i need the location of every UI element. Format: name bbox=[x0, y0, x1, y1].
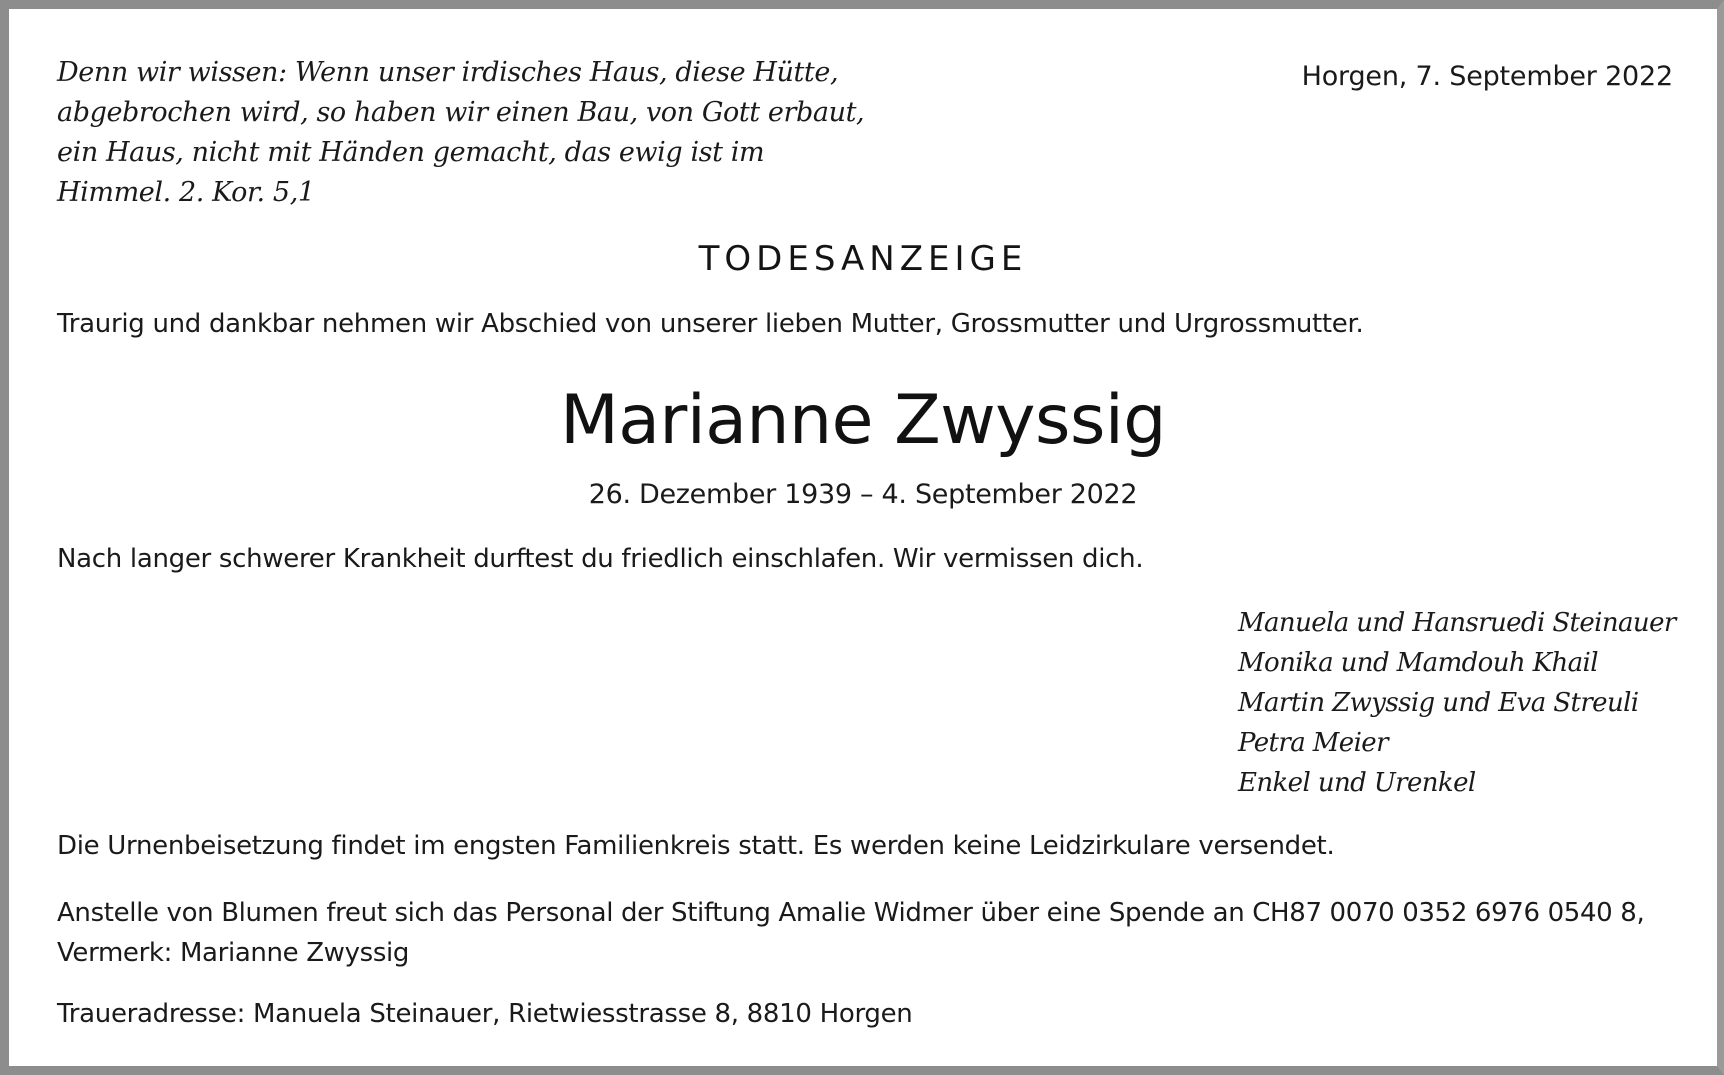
burial-notice: Die Urnenbeisetzung findet im engsten Familienkreis statt. Es werden keine Leidzirkulare versendet. bbox=[57, 831, 1335, 861]
mourners-list bbox=[1238, 603, 1676, 803]
notice-heading: TODESANZEIGE bbox=[698, 239, 1028, 279]
mourner-entry: Enkel und Urenkel bbox=[1238, 768, 1476, 798]
donation-line: Anstelle von Blumen freut sich das Personal der Stiftung Amalie Widmer über eine Spende an CH87 0070 0352 6976 0540 8, bbox=[57, 898, 1645, 928]
mourning-address: Traueradresse: Manuela Steinauer, Rietwiesstrasse 8, 8810 Horgen bbox=[57, 999, 913, 1029]
verse-line: Himmel. 2. Kor. 5,1 bbox=[57, 177, 315, 208]
deceased-name: Marianne Zwyssig bbox=[560, 381, 1166, 460]
verse-line: ein Haus, nicht mit Händen gemacht, das ewig ist im bbox=[57, 137, 765, 168]
donation-notice bbox=[57, 893, 1644, 973]
lifespan-dates: 26. Dezember 1939 – 4. September 2022 bbox=[588, 479, 1138, 510]
farewell-text: Nach langer schwerer Krankheit durftest du friedlich einschlafen. Wir vermissen dich. bbox=[57, 544, 1144, 574]
intro-text: Traurig und dankbar nehmen wir Abschied von unserer lieben Mutter, Grossmutter und Urgrossmutter. bbox=[57, 309, 1364, 339]
verse-line: Denn wir wissen: Wenn unser irdisches Haus, diese Hütte, bbox=[57, 57, 839, 88]
mourner-entry: Petra Meier bbox=[1238, 728, 1388, 758]
mourner-entry: Martin Zwyssig und Eva Streuli bbox=[1238, 688, 1639, 718]
place-and-date: Horgen, 7. September 2022 bbox=[1301, 61, 1673, 92]
mourner-entry: Manuela und Hansruedi Steinauer bbox=[1238, 608, 1676, 638]
mourner-entry: Monika und Mamdouh Khail bbox=[1238, 648, 1598, 678]
donation-line: Vermerk: Marianne Zwyssig bbox=[57, 938, 410, 968]
verse-line: abgebrochen wird, so haben wir einen Bau, von Gott erbaut, bbox=[57, 97, 865, 128]
bible-verse bbox=[57, 53, 864, 213]
